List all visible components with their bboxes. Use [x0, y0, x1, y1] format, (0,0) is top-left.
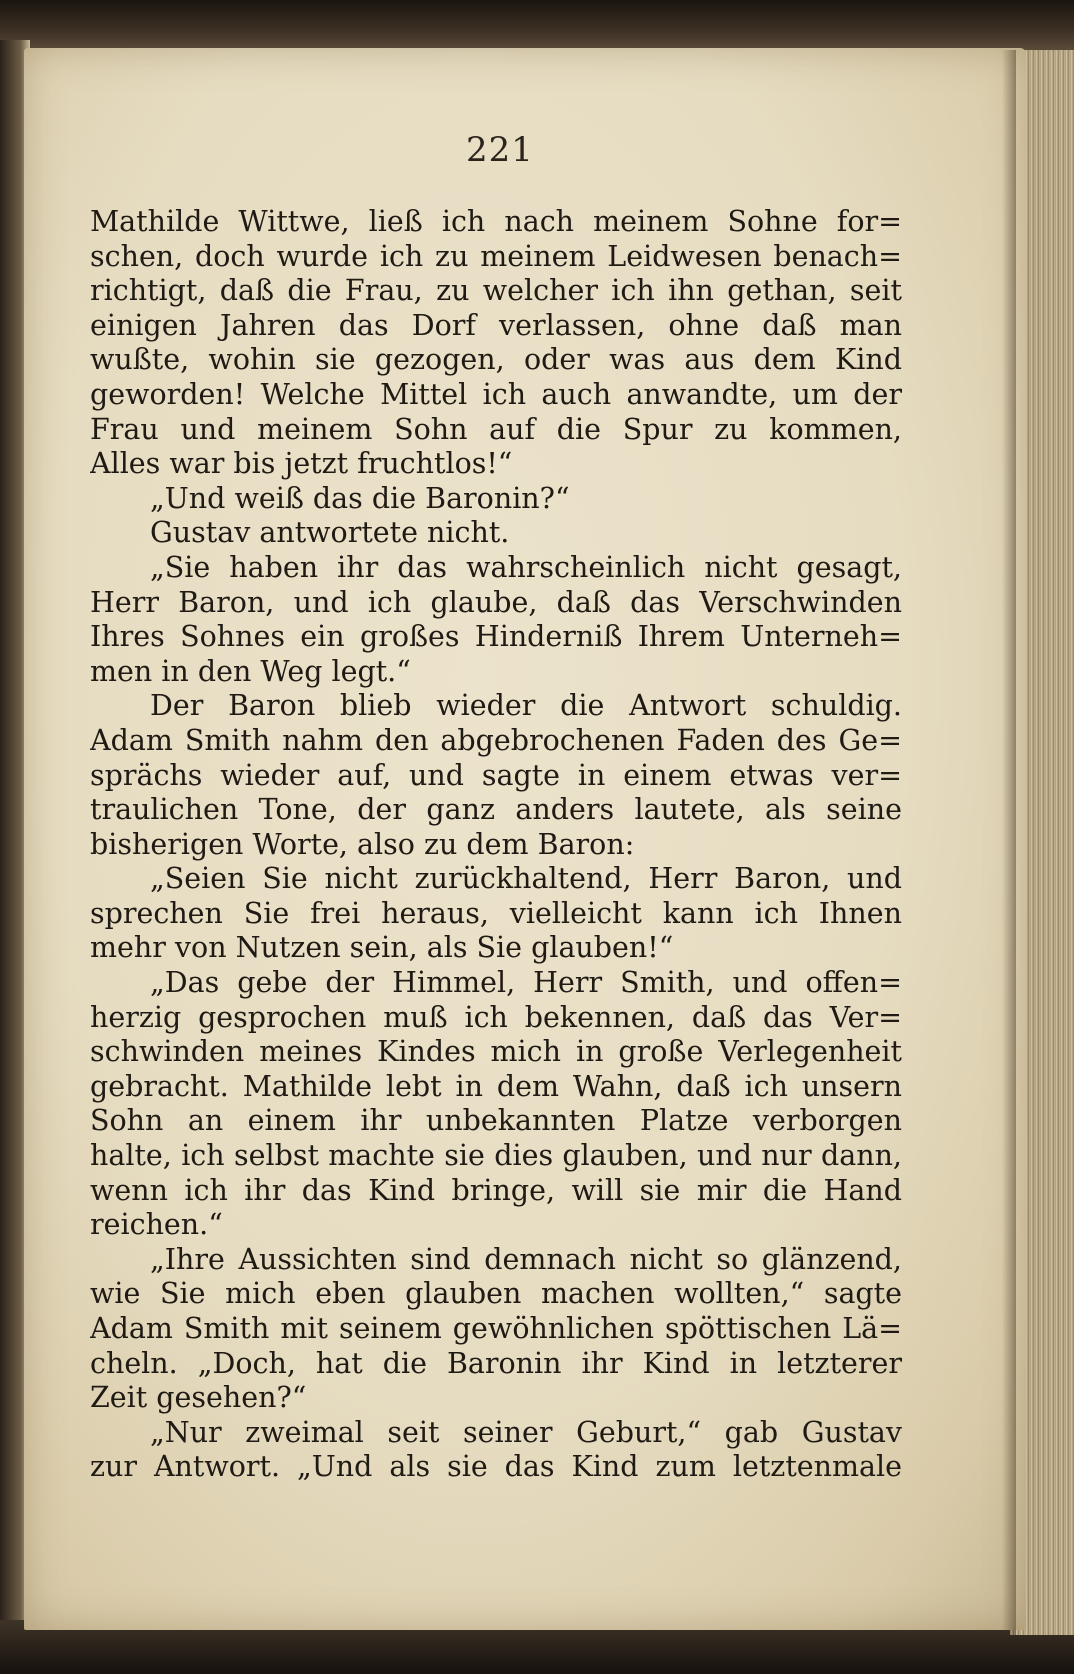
text-line: gebracht. Mathilde lebt in dem Wahn, daß ich unsern [90, 1069, 902, 1103]
text-line: wie Sie mich eben glauben machen wollten,“ sagte [90, 1277, 902, 1311]
text-line: cheln. „Doch, hat die Baronin ihr Kind in letzterer [90, 1346, 902, 1380]
text-line: Sohn an einem ihr unbekannten Platze verborgen [90, 1104, 902, 1138]
book-top-edge [0, 0, 1074, 50]
page-fold-shadow [1002, 50, 1016, 1635]
text-line: Frau und meinem Sohn auf die Spur zu kommen, [90, 412, 902, 446]
text-line: schen, doch wurde ich zu meinem Leidwesen benach= [90, 239, 902, 273]
text-line: sprächs wieder auf, und sagte in einem etwas ver= [90, 758, 902, 792]
text-line: richtigt, daß die Frau, zu welcher ich ihn gethan, seit [90, 274, 902, 308]
text-line: Gustav antwortete nicht. [150, 516, 510, 550]
text-line: halte, ich selbst machte sie dies glauben, und nur dann, [90, 1139, 902, 1173]
text-line: Mathilde Wittwe, ließ ich nach meinem Sohne for= [90, 205, 902, 238]
text-line: Der Baron blieb wieder die Antwort schuldig. [150, 689, 902, 723]
text-line: „Sie haben ihr das wahrscheinlich nicht gesagt, [150, 550, 902, 584]
body-text [90, 205, 902, 1485]
text-line: „Und weiß das die Baronin?“ [150, 481, 570, 515]
text-line: Zeit gesehen?“ [90, 1381, 307, 1415]
text-line: wenn ich ihr das Kind bringe, will sie mir die Hand [90, 1173, 902, 1207]
text-line: zur Antwort. „Und als sie das Kind zum letztenmale [90, 1450, 902, 1484]
text-line: sprechen Sie frei heraus, vielleicht kann ich Ihnen [90, 896, 902, 930]
text-line: Adam Smith mit seinem gewöhnlichen spöttischen Lä= [90, 1312, 902, 1345]
text-line: wußte, wohin sie gezogen, oder was aus dem Kind [90, 343, 902, 377]
text-line: Ihres Sohnes ein großes Hinderniß Ihrem Unterneh= [90, 620, 902, 654]
text-line: reichen.“ [90, 1208, 223, 1242]
text-line: „Nur zweimal seit seiner Geburt,“ gab Gustav [150, 1415, 902, 1449]
text-line: „Das gebe der Himmel, Herr Smith, und offen= [150, 966, 902, 1000]
text-line: men in den Weg legt.“ [90, 654, 411, 688]
text-line: herzig gesprochen muß ich bekennen, daß das Ver= [90, 1000, 902, 1034]
text-line: Adam Smith nahm den abgebrochenen Faden des Ge= [90, 723, 902, 757]
text-line: geworden! Welche Mittel ich auch anwandte, um der [90, 377, 902, 411]
text-line: traulichen Tone, der ganz anders lautete, als seine [90, 793, 902, 827]
text-line: „Seien Sie nicht zurückhaltend, Herr Baron, und [150, 862, 902, 896]
text-line: mehr von Nutzen sein, als Sie glauben!“ [90, 931, 674, 965]
text-line: „Ihre Aussichten sind demnach nicht so glänzend, [150, 1242, 902, 1276]
text-line: Alles war bis jetzt fruchtlos!“ [90, 447, 513, 481]
page-number: 221 [466, 130, 534, 170]
text-line: schwinden meines Kindes mich in große Verlegenheit [90, 1035, 902, 1069]
text-line: einigen Jahren das Dorf verlassen, ohne daß man [90, 308, 902, 342]
text-line: Herr Baron, und ich glaube, daß das Verschwinden [90, 585, 902, 619]
text-line: bisherigen Worte, also zu dem Baron: [90, 827, 635, 861]
